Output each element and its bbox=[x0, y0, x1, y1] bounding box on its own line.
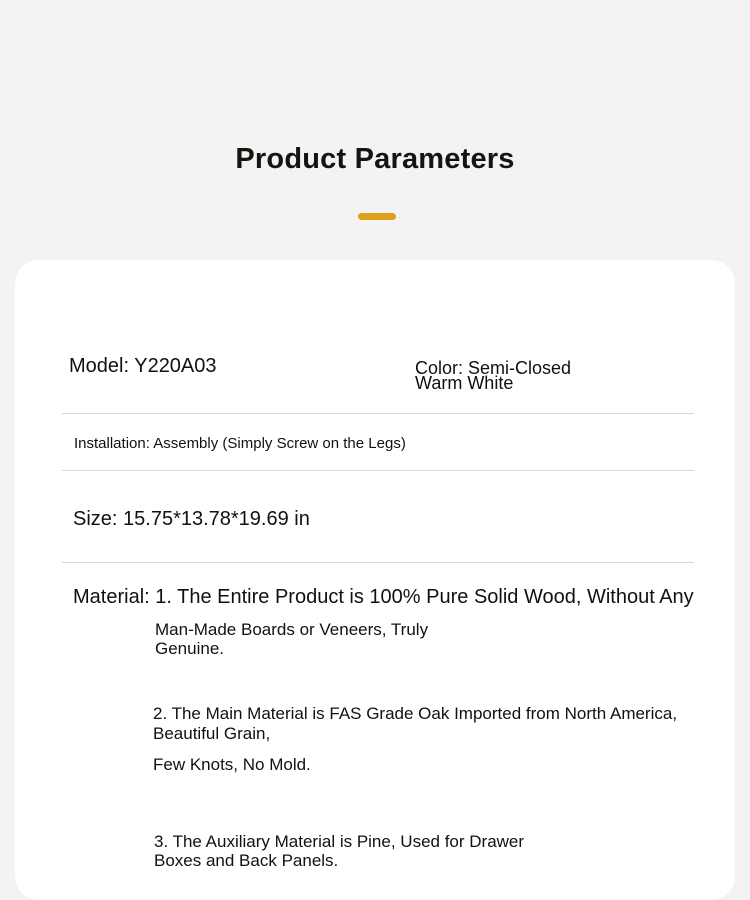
page-title: Product Parameters bbox=[235, 143, 515, 175]
divider bbox=[62, 413, 694, 414]
size-value: Size: 15.75*13.78*19.69 in bbox=[73, 508, 310, 530]
material-line-2: 2. The Main Material is FAS Grade Oak Imported from North America, Beautiful Grain, bbox=[153, 704, 678, 743]
material-line-1-continued: Man-Made Boards or Veneers, Truly Genuine. bbox=[155, 620, 429, 658]
installation-value: Installation: Assembly (Simply Screw on the Legs) bbox=[74, 435, 406, 452]
material-line-3: 3. The Auxiliary Material is Pine, Used for Drawer Boxes and Back Panels. bbox=[154, 832, 525, 870]
color-value: Color: Semi-Closed Warm White bbox=[415, 358, 572, 393]
material-line-2-continued: Few Knots, No Mold. bbox=[153, 755, 311, 774]
title-accent-bar bbox=[358, 213, 396, 220]
material-line-1: Material: 1. The Entire Product is 100% Pure Solid Wood, Without Any bbox=[73, 586, 694, 608]
divider bbox=[62, 562, 694, 563]
divider bbox=[62, 470, 694, 471]
model-value: Model: Y220A03 bbox=[69, 355, 217, 377]
